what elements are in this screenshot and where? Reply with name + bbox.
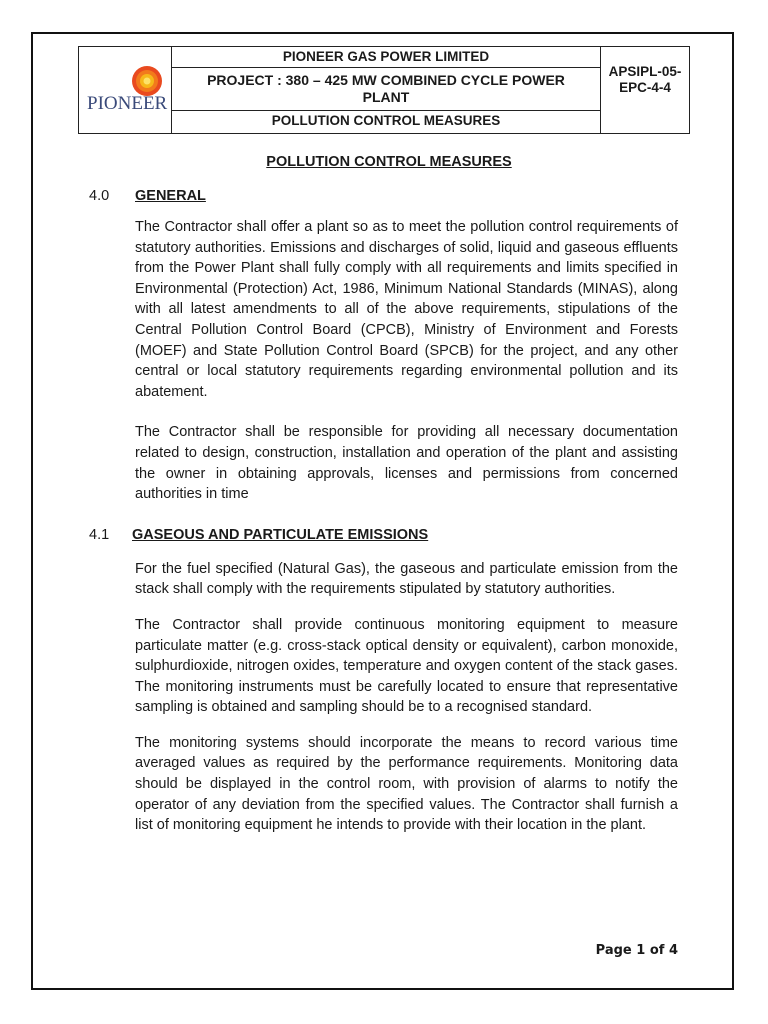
paragraph: For the fuel specified (Natural Gas), the gaseous and particulate emission from the stack shall comply with the requirements stipulated by statutory authorities. xyxy=(135,560,678,598)
section-number: 4.1 xyxy=(89,526,110,543)
paragraph: The Contractor shall provide continuous monitoring equipment to measure particulate matter (e.g. cross-stack optical density or equivalent), carbon monoxide, sulphurdioxide, nitrogen oxides, temperature and oxygen content of the stack gases. The monitoring instruments must be carefully located to ensure that representative sampling is obtained and sampling should be to a recognised standard. xyxy=(135,616,678,716)
paragraph: The Contractor shall offer a plant so as to meet the pollution control requirements of statutory authorities. Emissions and discharges of solid, liquid and gaseous effluents from the Power Plant shall fully comply with all requirements and limits specified in Environmental (Protection) Act, 1986, Minimum National Standards (MINAS), along with all latest amendments to all of the above requirements, stipulations of the Central Pollution Control Board (CPCB), Ministry of Environment and Forests (MOEF) and State Pollution Control Board (SPCB) for the project, and any other central or local statutory requirements regarding environmental pollution and its abatement. xyxy=(135,219,678,400)
header-subject: POLLUTION CONTROL MEASURES xyxy=(172,110,600,131)
company-logo xyxy=(79,47,171,133)
page-number xyxy=(596,943,678,958)
page-of: of xyxy=(649,943,665,958)
logo-cell xyxy=(79,47,172,134)
paragraph: The monitoring systems should incorporate the means to record various time averaged values as required by the performance requirements. Monitoring data should be displayed in the control room, with provision of alarms to notify the operator of any deviation from the specified values. The Contractor shall furnish a list of monitoring equipment he intends to provide with their location in the plant. xyxy=(135,734,678,834)
document-body xyxy=(89,148,689,836)
section-heading-4-0 xyxy=(89,188,689,204)
section-number: 4.0 xyxy=(89,188,110,204)
page-total: 4 xyxy=(668,943,678,958)
doc-code-cell xyxy=(601,47,690,134)
project-title: PROJECT : 380 – 425 MW COMBINED CYCLE POWER PLANT xyxy=(207,72,565,105)
page-label: Page xyxy=(595,943,632,958)
company-name: PIONEER GAS POWER LIMITED xyxy=(172,49,600,68)
page-current: 1 xyxy=(636,943,646,958)
section-title: GENERAL xyxy=(135,188,206,204)
title-cell xyxy=(172,47,601,134)
section-title: GASEOUS AND PARTICULATE EMISSIONS xyxy=(132,526,429,543)
document-title: POLLUTION CONTROL MEASURES xyxy=(266,154,512,170)
paragraph: The Contractor shall be responsible for providing all necessary documentation related to design, construction, installation and operation of the plant and assisting the owner in obtaining approvals, licenses and permissions from concerned authorities in time xyxy=(135,424,678,503)
section-heading-4-1 xyxy=(89,527,689,543)
logo-text: PIONEER xyxy=(87,93,168,114)
doc-code-line2: EPC-4-4 xyxy=(619,80,671,95)
header-table xyxy=(78,46,690,134)
doc-code-line1: APSIPL-05- xyxy=(608,64,682,79)
